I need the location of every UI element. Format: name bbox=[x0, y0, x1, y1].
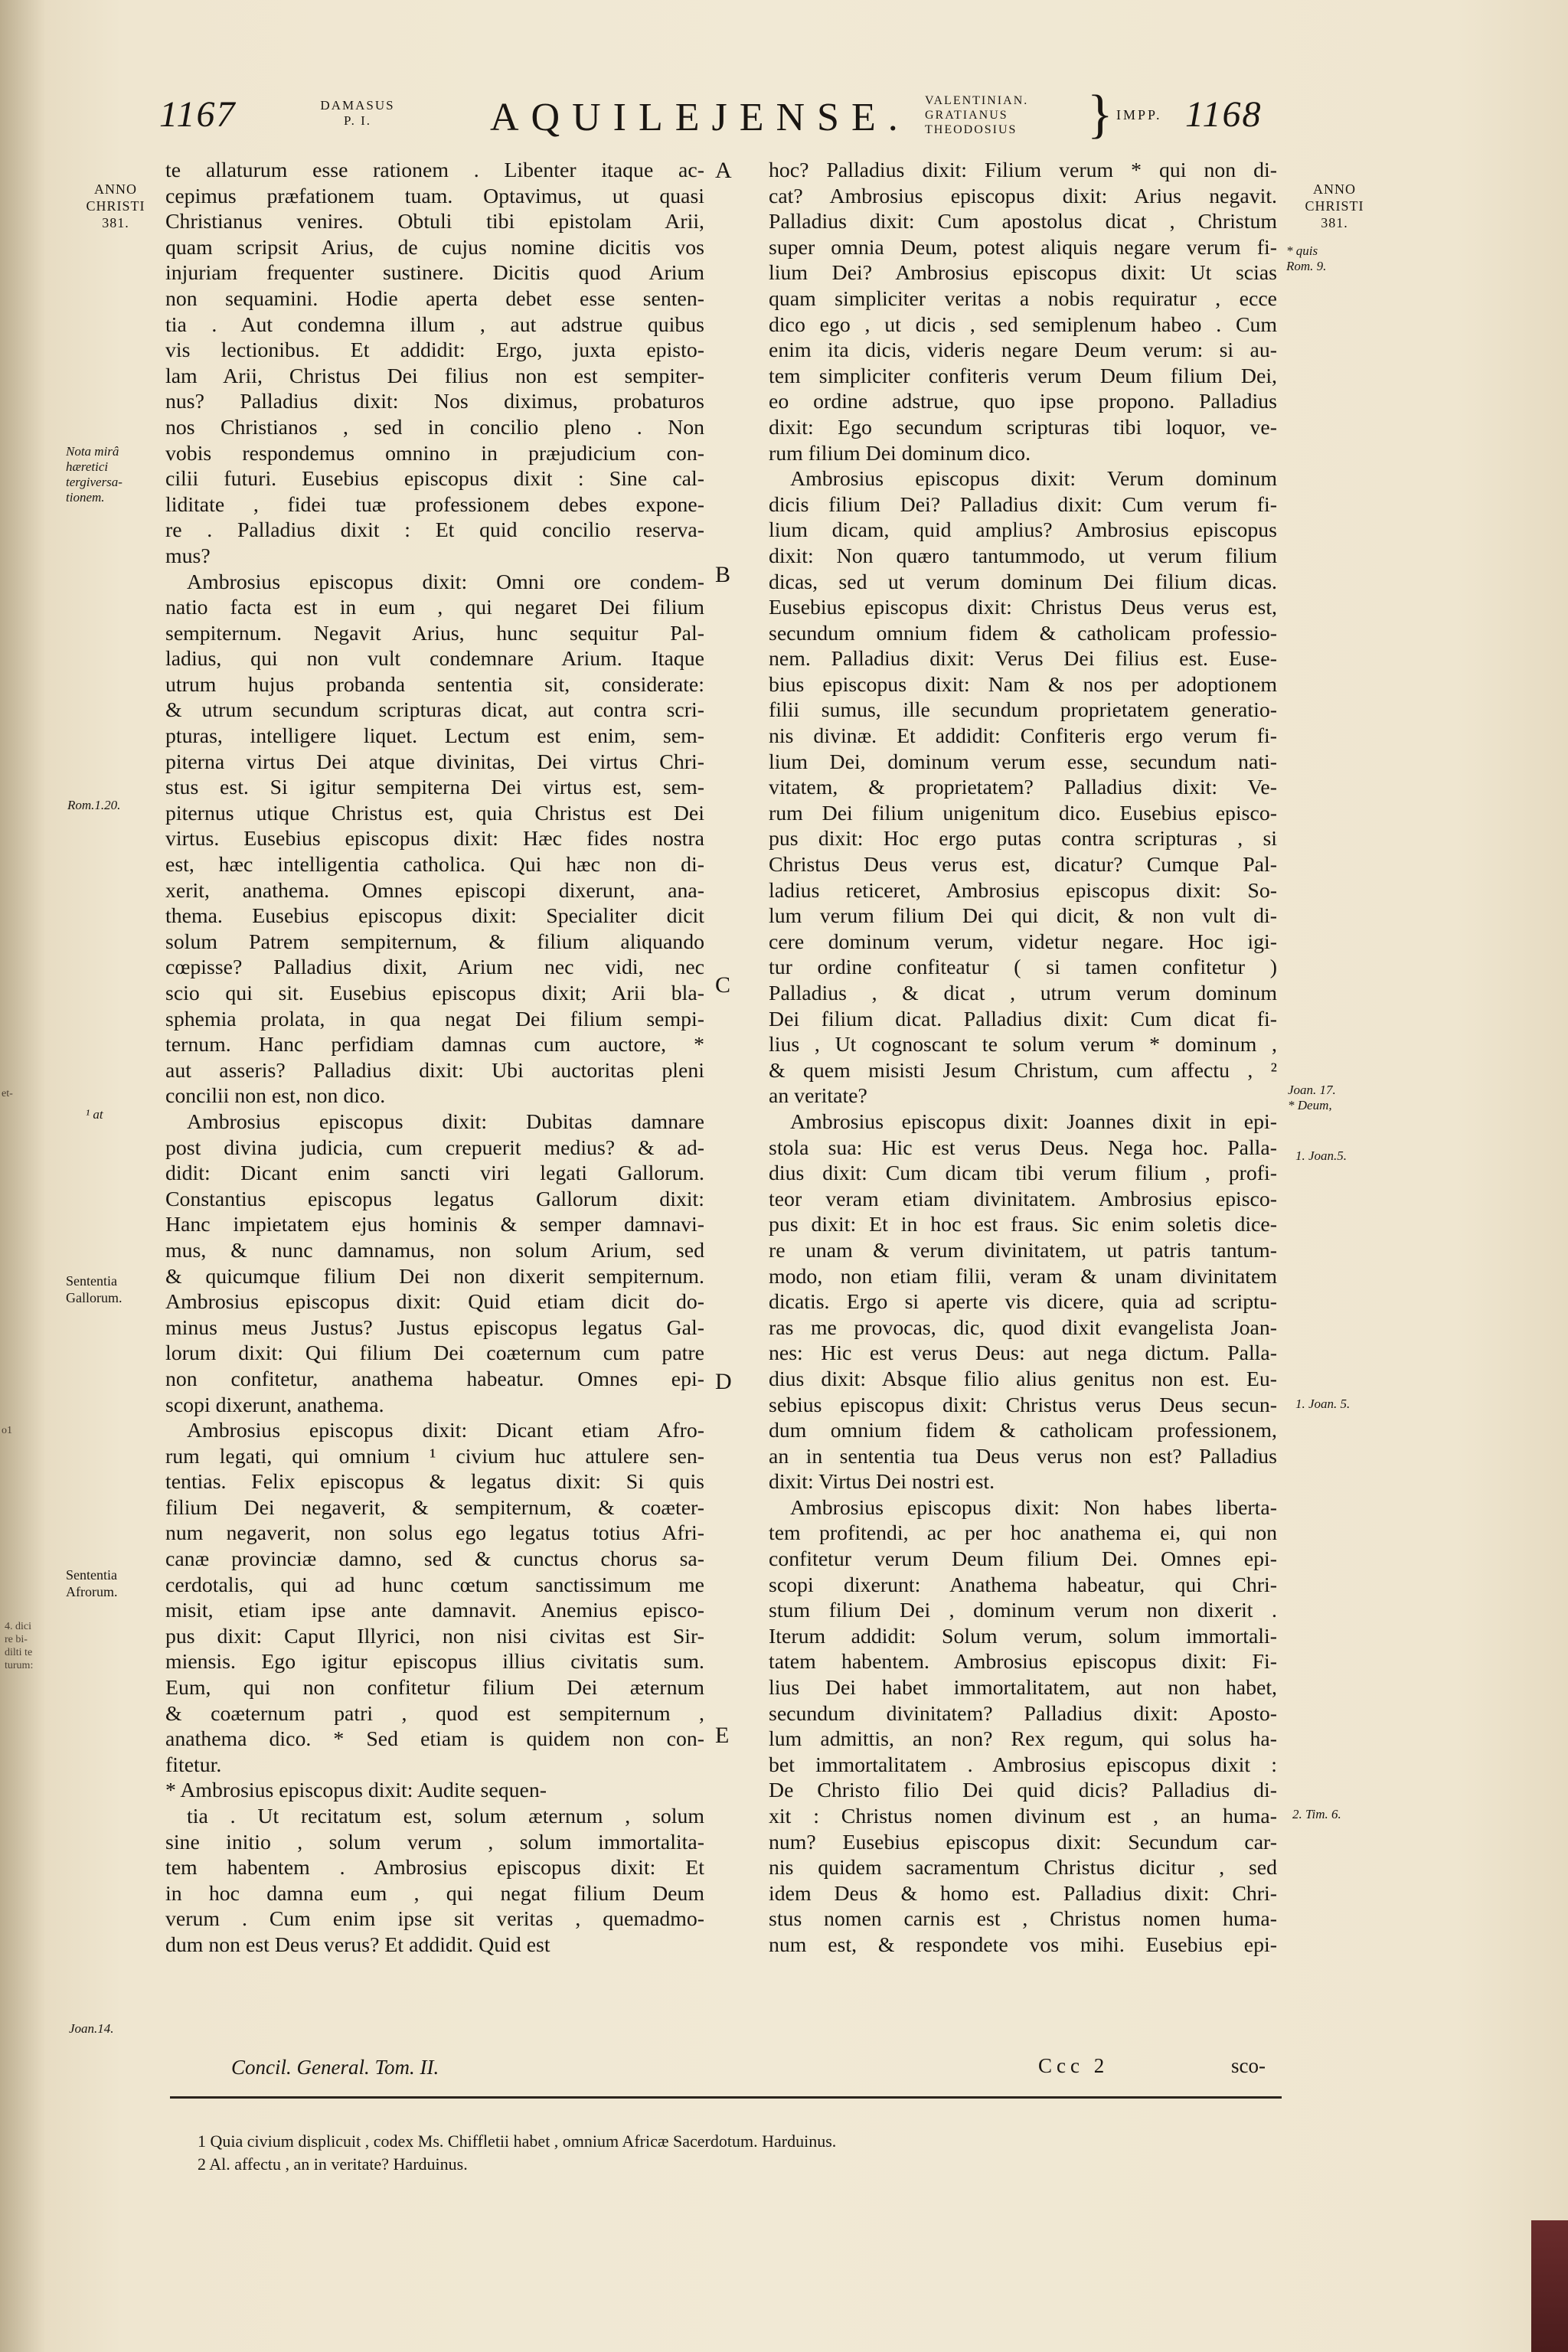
emperor-2: GRATIANUS bbox=[925, 109, 1008, 122]
text-line: stum filium Dei , dominum verum non dixerit . bbox=[769, 1599, 1277, 1623]
margin-anno-christi-right: ANNO CHRISTI 381. bbox=[1305, 181, 1364, 230]
text-line: & quicumque filium Dei non dixerit sempiternum. bbox=[165, 1264, 704, 1289]
text-line: tem profitendi, ac per hoc anathema ei, qui non bbox=[769, 1521, 1277, 1546]
text-line: dicas, sed ut verum dominum Dei filium dicas. bbox=[769, 570, 1277, 594]
footnotes bbox=[198, 2130, 836, 2176]
text-line: Ambrosius episcopus dixit: Dicant etiam Afro- bbox=[187, 1419, 704, 1443]
text-line: Ambrosius episcopus dixit: Quid etiam dicit do- bbox=[165, 1290, 704, 1315]
text-line: piterna virtus Dei atque divinitas, Dei virtus Chri- bbox=[165, 750, 704, 774]
text-line: dixit: Ego secundum scripturas tibi loquor, ve- bbox=[769, 415, 1277, 439]
text-line: pus dixit: Caput Illyrici, non nisi civitas est Sir- bbox=[165, 1624, 704, 1648]
volume-line: Concil. General. Tom. II. bbox=[231, 2056, 439, 2079]
running-head-impp: IMPP. bbox=[1116, 107, 1162, 122]
emperor-1: VALENTINIAN. bbox=[925, 94, 1029, 107]
text-line: canæ provinciæ damno, sed & cunctus chorus sa- bbox=[165, 1547, 704, 1572]
text-line: & coæternum patri , quod est sempiternum , bbox=[165, 1701, 704, 1726]
margin-note-sententia-afrorum: Sententia Afrorum. bbox=[66, 1567, 118, 1599]
text-line: lius Dei habet immortalitatem, aut non habet, bbox=[769, 1676, 1277, 1700]
text-line: Palladius dixit: Cum apostolus dicat , Christum bbox=[769, 210, 1277, 234]
text-line: Constantius episcopus legatus Gallorum dixit: bbox=[165, 1187, 704, 1211]
text-line: confitetur verum Deum filium Dei. Omnes epi- bbox=[769, 1547, 1277, 1572]
text-line: lium dicam, quid amplius? Ambrosius episcopus bbox=[769, 518, 1277, 543]
text-line: dicatis. Ergo si aperte vis dicere, quia ad scriptu- bbox=[769, 1290, 1277, 1315]
text-line: enim ita dicis, videris negare Deum verum: si au- bbox=[769, 338, 1277, 363]
text-line: Iterum addidit: Solum verum, solum immortali- bbox=[769, 1624, 1277, 1648]
text-line: post divina judicia, cum crepuerit medius? & ad- bbox=[165, 1135, 704, 1160]
section-letter-e: E bbox=[715, 1723, 730, 1748]
running-head-pope: DAMASUS bbox=[320, 98, 395, 113]
text-line: rum filium Dei dominum dico. bbox=[769, 441, 1031, 466]
text-line: dicis filium Dei? Palladius dixit: Cum verum fi- bbox=[769, 492, 1277, 517]
text-line: lium Dei? Ambrosius episcopus dixit: Ut scias bbox=[769, 261, 1277, 286]
text-line: num negaverit, non solus ego legatus totius Afri- bbox=[165, 1521, 704, 1546]
text-line: xerit, anathema. Omnes episcopi dixerunt, ana- bbox=[165, 878, 704, 903]
text-line: tur ordine confiteatur ( si tamen confitetur ) bbox=[769, 956, 1277, 980]
text-line: virtus. Eusebius episcopus dixit: Hæc fides nostra bbox=[165, 827, 704, 851]
text-line: miensis. Ego igitur episcopus illius civitatis sum. bbox=[165, 1650, 704, 1674]
text-line: tentias. Felix episcopus & legatus dixit: Si quis bbox=[165, 1470, 704, 1494]
text-line: minus meus Justus? Justus episcopus legatus Gal- bbox=[165, 1315, 704, 1340]
page-number-right: 1168 bbox=[1185, 94, 1263, 135]
text-line: sphemia prolata, in qua negat Dei filium sempi- bbox=[165, 1007, 704, 1031]
text-line: lorum dixit: Qui filium Dei coæternum cum patre bbox=[165, 1341, 704, 1366]
text-line: lius , Ut cognoscant te solum verum * dominum , bbox=[769, 1033, 1277, 1057]
text-line: injuriam frequenter sustinere. Dicitis quod Arium bbox=[165, 261, 704, 286]
text-line: stus nomen carnis est , Christus nomen huma- bbox=[769, 1907, 1277, 1932]
cropped-margin-notes: 4. dici re bi- dilti te turum: bbox=[5, 1621, 34, 1671]
header-brace: } bbox=[1087, 85, 1113, 144]
text-line: * Ambrosius episcopus dixit: Audite sequen- bbox=[165, 1779, 547, 1803]
text-line: teor veram etiam divinitatem. Ambrosius episco- bbox=[769, 1187, 1277, 1211]
text-line: anathema dico. * Sed etiam is quidem non con- bbox=[165, 1727, 704, 1752]
footnote-rule bbox=[170, 2096, 1282, 2099]
margin-note-sententia-gallorum: Sententia Gallorum. bbox=[66, 1273, 122, 1305]
text-line: mus? bbox=[165, 544, 211, 568]
text-line: tatem habentem. Ambrosius episcopus dixit: Fi- bbox=[769, 1650, 1277, 1674]
text-line: tia . Ut recitatum est, solum æternum , solum bbox=[187, 1805, 704, 1828]
text-line: fitetur. bbox=[165, 1753, 222, 1777]
cropped-margin-text: et- bbox=[2, 1088, 13, 1099]
margin-ref-joan: Joan.14. bbox=[69, 2021, 114, 2036]
text-line: secundum divinitatem? Palladius dixit: Aposto- bbox=[769, 1701, 1277, 1726]
text-line: tia . Aut condemna illum , aut adstrue quibus bbox=[165, 312, 704, 337]
text-line: Ambrosius episcopus dixit: Dubitas damnare bbox=[187, 1109, 704, 1134]
text-line: cat? Ambrosius episcopus dixit: Arius negavit. bbox=[769, 184, 1277, 208]
text-line: thema. Eusebius episcopus dixit: Specialiter dicit bbox=[165, 904, 704, 929]
text-line: in hoc damna eum , qui negat filium Deum bbox=[165, 1881, 704, 1906]
text-line: natio facta est in eum , qui negaret Dei filium bbox=[165, 596, 704, 620]
text-line: secundum omnium fidem & catholicam professio- bbox=[769, 621, 1277, 645]
text-line: cilii futuri. Eusebius episcopus dixit : Sine cal- bbox=[165, 467, 704, 492]
text-line: dum omnium fidem & catholicam professionem, bbox=[769, 1419, 1277, 1443]
text-line: Ambrosius episcopus dixit: Joannes dixit in epi- bbox=[790, 1109, 1277, 1134]
text-line: Ambrosius episcopus dixit: Omni ore condem- bbox=[187, 570, 704, 594]
text-line: tem habentem . Ambrosius episcopus dixit: Et bbox=[165, 1856, 704, 1880]
text-line: filii sumus, ille secundum proprietatem generatio- bbox=[769, 698, 1277, 723]
text-line: nis quidem sacramentum Christus dicitur , sed bbox=[769, 1856, 1277, 1880]
text-line: num? Eusebius episcopus dixit: Secundum car- bbox=[769, 1830, 1277, 1854]
text-line: pus dixit: Et in hoc est fraus. Sic enim soletis dice- bbox=[769, 1213, 1277, 1237]
text-line: xit : Christus nomen divinum est , an huma- bbox=[769, 1805, 1277, 1828]
text-line: cœpisse? Palladius dixit, Arium nec vidi, nec bbox=[165, 956, 704, 980]
text-line: scopi dixerunt: Anathema habeatur, qui Chri- bbox=[769, 1573, 1277, 1597]
text-line: dico ego , ut dicis , sed semiplenum habeo . Cum bbox=[769, 312, 1277, 337]
text-line: scopi dixerunt, anathema. bbox=[165, 1393, 384, 1417]
margin-ref-2-tim6: 2. Tim. 6. bbox=[1292, 1807, 1341, 1821]
text-line: dum non est Deus verus? Et addidit. Quid est bbox=[165, 1932, 550, 1957]
text-line: vitatem, & proprietatem? Palladius dixit: Ve- bbox=[769, 776, 1277, 800]
text-line: an in sententia tua Deus verus non est? Palladius bbox=[769, 1444, 1277, 1468]
text-line: nus? Palladius dixit: Nos diximus, probaturos bbox=[165, 390, 704, 414]
text-line: Ambrosius episcopus dixit: Verum dominum bbox=[790, 467, 1277, 492]
text-line: concilii non est, non dico. bbox=[165, 1084, 386, 1109]
text-line: dius dixit: Cum dicam tibi verum filium , profi- bbox=[769, 1161, 1277, 1186]
text-line: te allaturum esse rationem . Libenter itaque ac- bbox=[165, 158, 704, 182]
emperor-3: THEODOSIUS bbox=[925, 123, 1018, 136]
text-line: lam Arii, Christus Dei filius non est sempiter- bbox=[165, 364, 704, 388]
text-line: piternus utique Christus est, quia Christus est Dei bbox=[165, 801, 704, 825]
text-line: ternum. Hanc perfidiam damnas cum auctore, * bbox=[165, 1033, 704, 1057]
text-line: quam simpliciter veritas a nobis requiratur , ecce bbox=[769, 286, 1277, 311]
text-line: filium Dei negaverit, & sempiternum, & coæter- bbox=[165, 1495, 704, 1520]
section-letter-a: A bbox=[715, 158, 732, 183]
text-line: sebius episcopus dixit: Christus verus Deus secun- bbox=[769, 1393, 1277, 1417]
text-line: ladius, qui non vult condemnare Arium. Itaque bbox=[165, 647, 704, 671]
text-line: cerdotalis, qui ad hunc cœtum sanctissimum me bbox=[165, 1573, 704, 1597]
text-line: idem Deus & homo est. Palladius dixit: Chri- bbox=[769, 1881, 1277, 1906]
cropped-margin-text: o1 bbox=[2, 1425, 12, 1436]
margin-ref-1-joan5: 1. Joan. 5. bbox=[1295, 1396, 1351, 1411]
text-line: Christianus venires. Obtuli tibi epistolam Arii, bbox=[165, 210, 704, 234]
signature-mark: Ccc 2 bbox=[1038, 2054, 1109, 2077]
text-line: liditate , fidei tuæ professionem debes expone- bbox=[165, 492, 704, 517]
text-line: re . Palladius dixit : Et quid concilio reserva- bbox=[165, 518, 704, 543]
text-line: Christus Deus verus est, dicatur? Cumque Pal- bbox=[769, 853, 1277, 877]
text-line: lium Dei, dominum verum esse, secundum nati- bbox=[769, 750, 1277, 774]
text-line: nem. Palladius dixit: Verus Dei filius est. Euse- bbox=[769, 647, 1277, 671]
text-line: sine initio , solum verum , solum immortalita- bbox=[165, 1830, 704, 1854]
text-line: bet immortalitatem . Ambrosius episcopus dixit : bbox=[769, 1753, 1277, 1777]
section-letter-b: B bbox=[715, 562, 731, 587]
text-line: modo, non etiam filii, veram & unam divinitatem bbox=[769, 1264, 1277, 1289]
text-line: bius episcopus dixit: Nam & nos per adoptionem bbox=[769, 672, 1277, 697]
text-line: De Christo filio Dei quid dicis? Palladius di- bbox=[769, 1779, 1277, 1803]
text-line: non sequamini. Hodie aperta debet esse senten- bbox=[165, 286, 704, 311]
text-line: eo ordine adstrue, quo ipse propono. Palladius bbox=[769, 390, 1277, 414]
text-line: num est, & respondete vos mihi. Eusebius epi- bbox=[769, 1932, 1277, 1957]
text-line: nos Christianos , sed in concilio pleno . Non bbox=[165, 415, 704, 439]
section-letter-d: D bbox=[715, 1369, 732, 1394]
book-edge bbox=[1531, 2220, 1568, 2352]
text-line: scio qui sit. Eusebius episcopus dixit; Arii bla- bbox=[165, 982, 704, 1005]
margin-note-nota: Nota mirâ hæretici tergiversa- tionem. bbox=[66, 444, 122, 505]
text-line: est, hæc intelligentia catholica. Qui hæc non di- bbox=[165, 853, 704, 877]
text-line: mus, & nunc damnamus, non solum Arium, sed bbox=[165, 1238, 704, 1263]
margin-variant-quis: * quis Rom. 9. bbox=[1286, 243, 1327, 273]
section-letter-c: C bbox=[715, 972, 731, 998]
page-number-left: 1167 bbox=[159, 94, 237, 135]
running-head-emperors bbox=[925, 93, 1028, 137]
running-head-pope-number: P. I. bbox=[344, 113, 371, 128]
text-line: pus dixit: Hoc ergo putas contra scripturas , si bbox=[769, 827, 1277, 851]
text-line: solum Patrem sempiternum, & filium aliquando bbox=[165, 929, 704, 954]
text-line: Palladius , & dicat , utrum verum dominum bbox=[769, 982, 1277, 1005]
text-line: an veritate? bbox=[769, 1084, 867, 1109]
text-line: dixit: Non quæro tantummodo, ut verum filium bbox=[769, 544, 1277, 568]
text-line: nis divinæ. Et addidit: Confiteris ergo verum fi- bbox=[769, 724, 1277, 749]
text-line: non confitetur, anathema habeatur. Omnes epi- bbox=[165, 1367, 704, 1391]
text-line: Ambrosius episcopus dixit: Non habes liberta- bbox=[790, 1495, 1277, 1520]
text-line: nes: Hic est verus Deus: aut nega dictum. Palla- bbox=[769, 1341, 1277, 1366]
text-line: rum legati, qui omnium ¹ civium huc attulere sen- bbox=[165, 1444, 704, 1468]
text-line: cere dominum verum, videtur negare. Hoc igi- bbox=[769, 929, 1277, 954]
text-line: hoc? Palladius dixit: Filium verum * qui non di- bbox=[769, 158, 1277, 182]
text-line: Eum, qui non confitetur filium Dei æternum bbox=[165, 1676, 704, 1700]
margin-ref-joan17: Joan. 17. * Deum, bbox=[1288, 1083, 1336, 1112]
text-line: Eusebius episcopus dixit: Christus Deus verus est, bbox=[769, 596, 1277, 620]
running-head-left bbox=[315, 98, 400, 129]
text-line: & quem misisti Jesum Christum, cum affectu , ² bbox=[769, 1058, 1277, 1083]
margin-ref-rom: Rom.1.20. bbox=[67, 798, 121, 812]
margin-anno-christi-left: ANNO CHRISTI 381. bbox=[86, 181, 145, 230]
margin-variant-at: ¹ at bbox=[86, 1107, 103, 1122]
footnote-2: 2 Al. affectu , an in veritate? Harduinus. bbox=[198, 2154, 468, 2174]
footnote-1: 1 Quia civium displicuit , codex Ms. Chiffletii habet , omnium Africæ Sacerdotum. Harduinus. bbox=[198, 2132, 837, 2151]
text-line: vobis respondemus omnino in præjudicium con- bbox=[165, 441, 704, 466]
text-line: lum admittis, an non? Rex regum, qui solus ha- bbox=[769, 1727, 1277, 1752]
margin-ref-1-joan5: 1. Joan.5. bbox=[1295, 1148, 1348, 1163]
text-line: utrum hujus probanda sententia sit, considerate: bbox=[165, 672, 704, 697]
text-line: misit, etiam ipse ante damnavit. Anemius episco- bbox=[165, 1599, 704, 1623]
catchword: sco- bbox=[1231, 2054, 1266, 2077]
text-line: didit: Dicant enim sancti viri legati Gallorum. bbox=[165, 1161, 704, 1186]
text-line: verum . Cum enim ipse sit veritas , quemadmo- bbox=[165, 1907, 704, 1932]
text-line: sempiternum. Negavit Arius, hunc sequitur Pal- bbox=[165, 621, 704, 645]
text-line: dixit: Virtus Dei nostri est. bbox=[769, 1470, 995, 1494]
text-line: stus est. Si igitur sempiterna Dei virtus est, sem- bbox=[165, 776, 704, 800]
text-line: quam scripsit Arius, de cujus nomine dicitis vos bbox=[165, 235, 704, 260]
text-line: ladius reticeret, Ambrosius episcopus dixit: So- bbox=[769, 878, 1277, 903]
text-line: super omnia Deum, potest aliquis negare verum fi- bbox=[769, 235, 1277, 260]
text-line: rum Dei filium unigenitum dico. Eusebius episco- bbox=[769, 801, 1277, 825]
page-title: AQUILEJENSE. bbox=[490, 96, 910, 139]
text-line: & utrum secundum scripturas dicat, aut contra scri- bbox=[165, 698, 704, 723]
text-line: cepimus præfationem tuam. Optavimus, ut quasi bbox=[165, 184, 704, 208]
text-line: aut asseris? Palladius dixit: Ubi auctoritas pleni bbox=[165, 1058, 704, 1083]
text-line: Hanc impietatem ejus hominis & semper damnavi- bbox=[165, 1213, 704, 1237]
text-column-right bbox=[769, 158, 1277, 1958]
text-line: vis lectionibus. Et addidit: Ergo, juxta episto- bbox=[165, 338, 704, 363]
text-line: stola sua: Hic est verus Deus. Nega hoc. Palla- bbox=[769, 1135, 1277, 1160]
text-line: lum verum filium Dei qui dicit, & non vult di- bbox=[769, 904, 1277, 929]
text-line: Dei filium dicat. Palladius dixit: Cum dicat fi- bbox=[769, 1007, 1277, 1031]
text-line: pturas, intelligere liquet. Lectum est enim, sem- bbox=[165, 724, 704, 749]
text-line: ras me provocas, dic, quod dixit evangelista Joan- bbox=[769, 1315, 1277, 1340]
text-line: tem simpliciter confiteris verum Deum filium Dei, bbox=[769, 364, 1277, 388]
text-line: re unam & verum divinitatem, ut patris tantum- bbox=[769, 1238, 1277, 1263]
text-line: dius dixit: Absque filio alius genitus non est. Eu- bbox=[769, 1367, 1277, 1391]
text-column-left bbox=[165, 158, 704, 1958]
